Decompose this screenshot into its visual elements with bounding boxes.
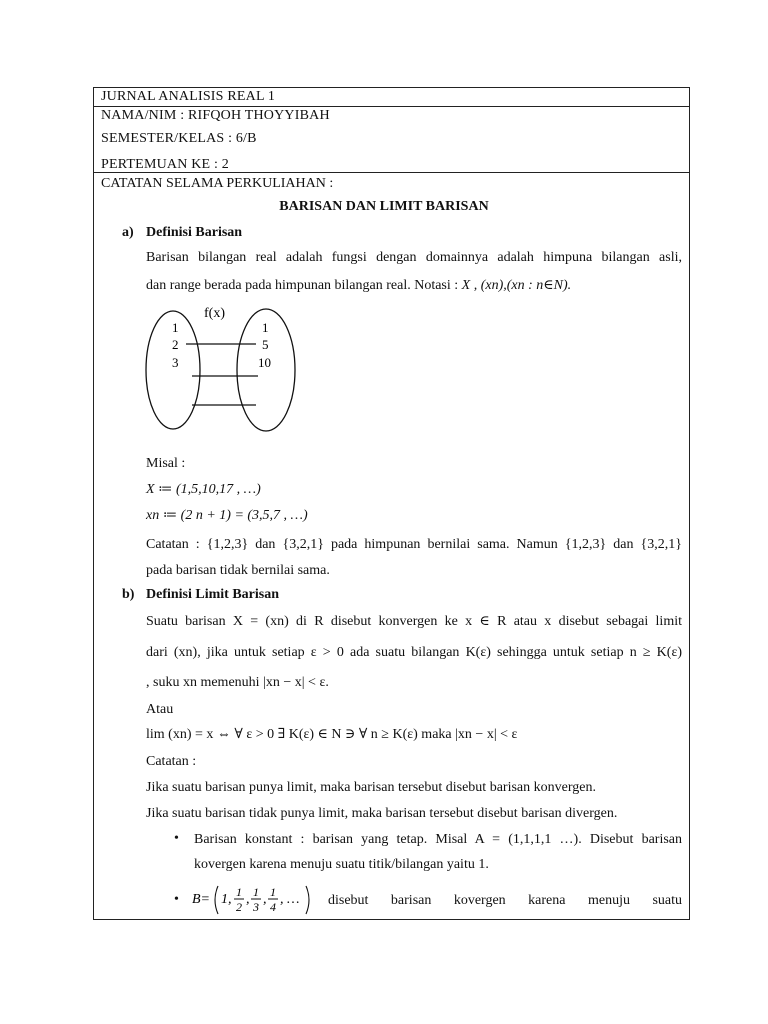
mapping-diagram [140,300,310,440]
svg-text:2: 2 [236,900,242,914]
para-a1-line2 [146,278,571,294]
range-element-2: 5 [262,337,269,352]
svg-text:, …: , … [280,892,300,907]
notation-math: X , (xn),(xn : n∈N). [461,278,572,293]
range-element-3: 10 [258,355,271,370]
semester-kelas: SEMESTER/KELAS : 6/B [101,131,257,146]
svg-text:3: 3 [253,900,259,914]
name-nim: NAMA/NIM : RIFQOH THOYYIBAH [101,108,330,123]
svg-text:1: 1 [253,885,259,899]
bullet-icon: • [174,831,179,846]
limit-definition: lim (xn) = x ⇔ ∀ ε > 0 ∃ K(ε) ∈ N ∋ ∀ n ≥ K(ε) maka |xn − x| < ε [146,727,518,742]
para-a1-text: dan range berada pada himpunan bilangan real. Notasi : [146,278,459,293]
para-b1-line1: Suatu barisan X = (xn) di R disebut konvergen ke x ∈ R atau x disebut sebagai limit [146,614,682,629]
sequence-b-formula [192,880,320,920]
bullet-icon: • [174,892,179,907]
svg-text:4: 4 [270,900,276,914]
bullet-1-line2: kovergen karena menuju suatu titik/bilangan yaitu 1. [194,857,489,872]
notes-label: CATATAN SELAMA PERKULIAHAN : [101,176,334,191]
section-b-title: Definisi Limit Barisan [146,587,280,602]
example-eq-2: xn ≔ (2 n + 1) = (3,5,7 , …) [146,508,308,523]
atau-label: Atau [146,702,174,717]
bullet-2-text: disebut barisan kovergen karena menuju suatu [328,893,682,908]
bullet-1-line1: Barisan konstant : barisan yang tetap. Misal A = (1,1,1,1 …). Disebut barisan [194,832,682,847]
svg-text:1: 1 [270,885,276,899]
konvergen-statement: Jika suatu barisan punya limit, maka barisan tersebut disebut barisan konvergen. [146,780,596,795]
meeting-number: PERTEMUAN KE : 2 [101,157,229,172]
journal-title: JURNAL ANALISIS REAL 1 [94,88,689,107]
svg-text:,: , [263,892,267,907]
para-b1-line2: dari (xn), jika untuk setiap ε > 0 ada suatu bilangan K(ε) sehingga untuk setiap n ≥ K(ε) [146,645,682,660]
domain-element-2: 2 [172,337,179,352]
domain-element-1: 1 [172,320,179,335]
function-label: f(x) [204,306,225,321]
catatan-2-label: Catatan : [146,754,197,769]
section-b-marker: b) [122,587,135,602]
catatan-1-line2: pada barisan tidak bernilai sama. [146,563,330,578]
section-a-marker: a) [122,225,134,240]
range-element-1: 1 [262,320,269,335]
example-eq-1: X ≔ (1,5,10,17 , …) [146,482,261,497]
svg-text:1,: 1, [221,892,232,907]
main-title: BARISAN DAN LIMIT BARISAN [279,199,489,214]
para-b1-line3: , suku xn memenuhi |xn − x| < ε. [146,675,329,690]
para-a1-line1: Barisan bilangan real adalah fungsi dengan domainnya adalah himpuna bilangan asli, [146,250,682,265]
sequence-b-math [192,880,320,920]
catatan-1-line1: Catatan : {1,2,3} dan {3,2,1} pada himpunan bernilai sama. Namun {1,2,3} dan {3,2,1} [146,537,682,552]
identity-cell [94,107,689,173]
section-a-title: Definisi Barisan [146,225,243,240]
domain-element-3: 3 [172,355,179,370]
svg-text:B=: B= [192,892,210,907]
misal-label: Misal : [146,456,186,471]
divergen-statement: Jika suatu barisan tidak punya limit, maka barisan tersebut disebut barisan divergen. [146,806,618,821]
svg-text:1: 1 [236,885,242,899]
svg-text:,: , [246,892,250,907]
